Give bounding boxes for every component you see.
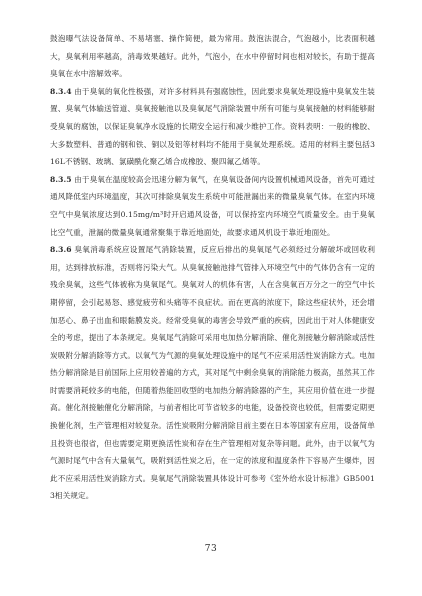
paragraph-bubble-aeration bbox=[50, 30, 375, 83]
section-number: 8.3.5 bbox=[50, 174, 72, 184]
paragraph-8-3-6 bbox=[50, 241, 375, 505]
paragraph-8-3-5 bbox=[50, 171, 375, 241]
section-number: 8.3.4 bbox=[50, 86, 72, 96]
paragraph-text: 鼓泡曝气法设备简单、不易堵塞、操作简便，最为常用。鼓泡法混合，气泡越小，比表面积越大，臭氧利用率越高，消毒效果越好。此外，气泡小，在水中停留时间也相对较长，有助于提高臭氧在水中溶解效率。 bbox=[50, 34, 375, 79]
section-number: 8.3.6 bbox=[50, 245, 72, 255]
page-number: 73 bbox=[204, 544, 218, 554]
paragraph-8-3-4 bbox=[50, 83, 375, 171]
paragraph-text: 臭氧消毒系统应设置尾气消除装置，反应后排出的臭氧尾气必须经过分解破坏或回收利用，达到排放标准，否则将污染大气。从臭氧接触池排气管排入环境空气中的气体仍含有一定的残余臭氧，这些气体被称为臭氧尾气。臭氧对人的机体有害，人在含臭氧百万分之一的空气中长期停留，会引起易怒、感觉疲劳和头痛等不良症状。而在更高的浓度下，除这些症状外，还会增加恶心、鼻子出血和眼黏膜发炎。经常受臭氧的毒害会导致严重的疾病，因此出于对人体健康安全的考虑，提出了本条规定。臭氧尾气消除可采用电加热分解消除、催化剂接触分解消除或活性炭吸附分解消除等方式。以氧气为气源的臭氧处理设施中的尾气不应采用活性炭消除方式。电加热分解消除是目前国际上应用较普遍的方式，其对尾气中剩余臭氧的消除能力极高，虽然其工作时需要消耗较多的电能，但随着热能回收型的电加热分解消除器的产生，其应用价值在进一步提高。催化剂接触催化分解消除，与前者相比可节省较多的电能，设备投资也较低，但需要定期更换催化剂，生产管理相对较复杂。活性炭吸附分解消除目前主要在日本等国家有应用，设备简单且投资也很省，但也需要定期更换活性炭和存在生产管理相对复杂等问题。此外，由于以氧气为气源时尾气中含有大量氧气，吸附到活性炭之后，在一定的浓度和温度条件下容易产生爆炸，因此不应采用活性炭消除方式。臭氧尾气消除装置具体设计可参考《室外给水设计标准》GB50013相关规定。 bbox=[50, 245, 376, 501]
paragraph-text: 由于臭氧的氧化性极强，对许多材料具有强腐蚀性，因此要求臭氧处理设施中臭氧发生装置、臭氧气体输送管道、臭氧接触池以及臭氧尾气消除装置中所有可能与臭氧接触的材料能够耐受臭氧的腐蚀，以保证臭氧净水设施的长期安全运行和减少维护工作。资料表明：一般的橡胶、大多数塑料、普通的钢和铁、铜以及铝等材料均不能用于臭氧处理系统。适用的材料主要包括316L不锈钢、玻璃、氯磺酰化聚乙烯合成橡胶、聚四氟乙烯等。 bbox=[50, 86, 375, 167]
paragraph-text: 由于臭氧在温度较高会迅速分解为氧气，在臭氧设备间内设置机械通风设备，首先可通过通风降低室内环境温度，其次可排除臭氧发生系统中可能泄漏出来的微量臭氧气体。在室内环境空气中臭氧浓度达到0.15mg/m³时开启通风设备，可以保持室内环境空气质量安全。由于臭氧比空气重，泄漏的微量臭氧通常聚集于靠近地面处，故要求通风机设于靠近地面处。 bbox=[50, 174, 375, 237]
